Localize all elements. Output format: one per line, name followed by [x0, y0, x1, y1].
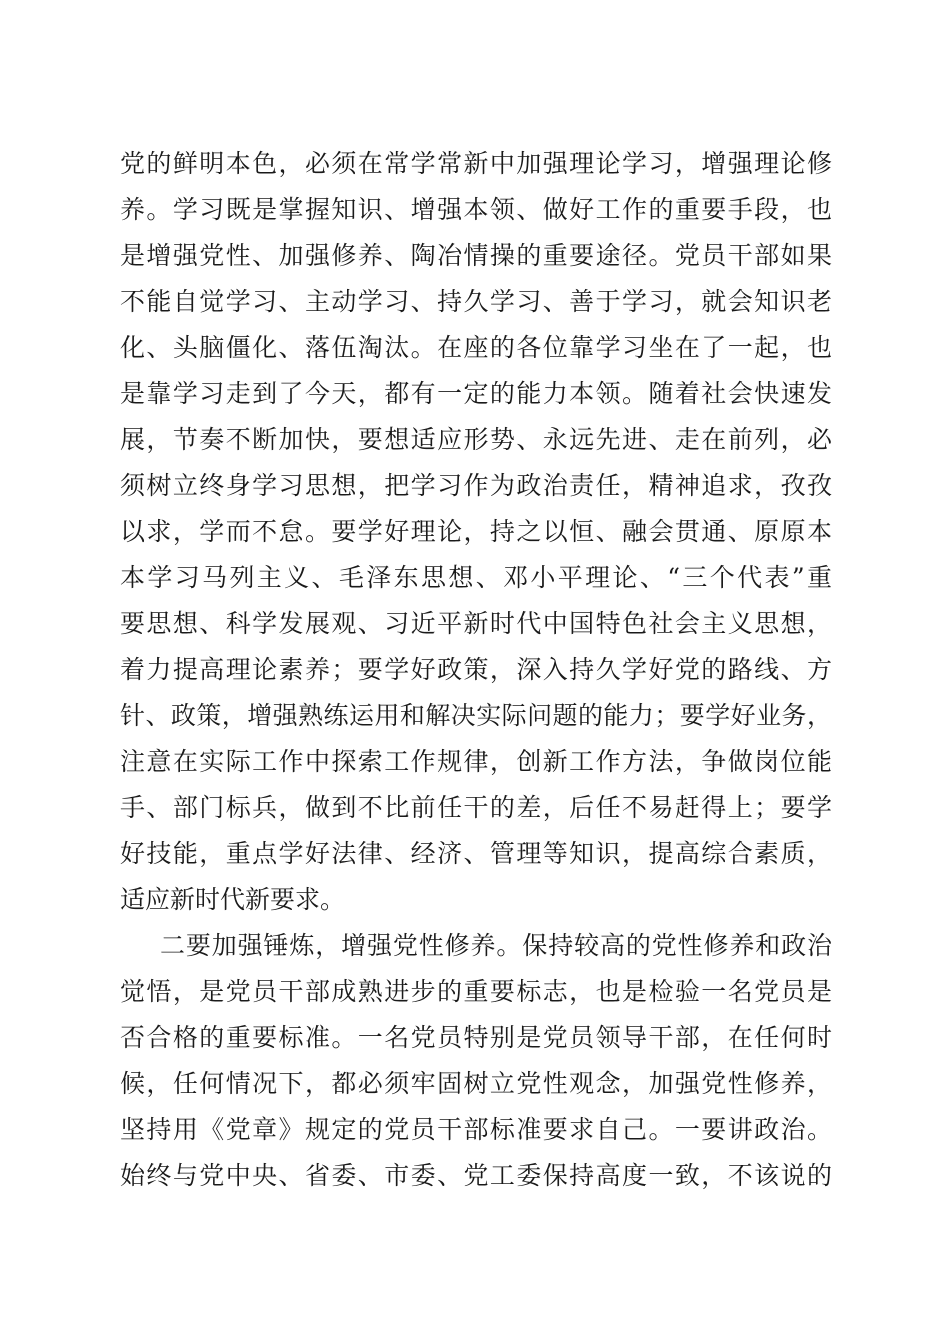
text-line: 二要加强锤炼，增强党性修养。保持较高的党性修养和政治 — [160, 931, 832, 960]
text-line: 注意在实际工作中探索工作规律，创新工作方法，争做岗位能 — [120, 747, 832, 776]
document-body — [120, 141, 832, 1199]
paragraph-1 — [120, 141, 832, 923]
text-line: 针、政策，增强熟练运用和解决实际问题的能力；要学好业务， — [120, 701, 832, 730]
text-line: 坚持用《党章》规定的党员干部标准要求自己。一要讲政治。 — [120, 1115, 832, 1144]
text-line: 是增强党性、加强修养、陶冶情操的重要途径。党员干部如果 — [120, 241, 832, 270]
text-line: 始终与党中央、省委、市委、党工委保持高度一致，不该说的 — [120, 1161, 832, 1190]
text-line: 着力提高理论素养；要学好政策，深入持久学好党的路线、方 — [120, 655, 832, 684]
paragraph-2 — [120, 923, 832, 1199]
text-line: 党的鲜明本色，必须在常学常新中加强理论学习，增强理论修 — [120, 149, 832, 178]
text-line: 本学习马列主义、毛泽东思想、邓小平理论、“三个代表”重 — [120, 563, 832, 592]
text-line: 适应新时代新要求。 — [120, 885, 346, 914]
text-line: 好技能，重点学好法律、经济、管理等知识，提高综合素质， — [120, 839, 832, 868]
text-line: 是靠学习走到了今天，都有一定的能力本领。随着社会快速发 — [120, 379, 832, 408]
text-line: 养。学习既是掌握知识、增强本领、做好工作的重要手段，也 — [120, 195, 832, 224]
text-line: 以求，学而不怠。要学好理论，持之以恒、融会贯通、原原本 — [120, 517, 832, 546]
text-line: 否合格的重要标准。一名党员特别是党员领导干部，在任何时 — [120, 1023, 832, 1052]
text-line: 不能自觉学习、主动学习、持久学习、善于学习，就会知识老 — [120, 287, 832, 316]
text-line: 展，节奏不断加快，要想适应形势、永远先进、走在前列，必 — [120, 425, 832, 454]
text-line: 手、部门标兵，做到不比前任干的差，后任不易赶得上；要学 — [120, 793, 832, 822]
text-line: 候，任何情况下，都必须牢固树立党性观念，加强党性修养， — [120, 1069, 832, 1098]
text-line: 须树立终身学习思想，把学习作为政治责任，精神追求，孜孜 — [120, 471, 832, 500]
text-line: 觉悟，是党员干部成熟进步的重要标志，也是检验一名党员是 — [120, 977, 832, 1006]
text-line: 要思想、科学发展观、习近平新时代中国特色社会主义思想， — [120, 609, 832, 638]
text-line: 化、头脑僵化、落伍淘汰。在座的各位靠学习坐在了一起，也 — [120, 333, 832, 362]
